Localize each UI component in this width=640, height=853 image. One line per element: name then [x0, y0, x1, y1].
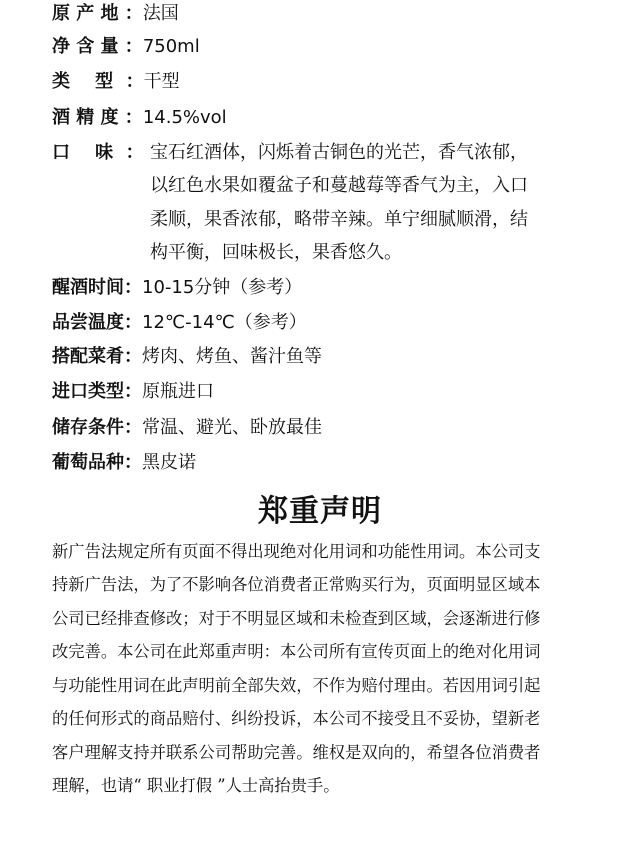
spec-label: 净 含 量 ： [52, 36, 143, 57]
notice-line: 客户理解支持并联系公司帮助完善。维权是双向的，希望各位消费者 [52, 743, 541, 762]
spec-row-volume [52, 33, 200, 61]
spec-value: 12℃-14℃（参考） [142, 312, 307, 333]
spec-value: 法国 [142, 3, 179, 24]
notice-line: 公司已经排查修改；对于不明显区域和未检查到区域，会逐渐进行修 [52, 609, 541, 628]
spec-label: 口 味 ： [52, 142, 144, 163]
spec-label: 类 型 ： [52, 71, 144, 92]
spec-row-decant-time [52, 274, 302, 302]
taste-line: 以红色水果如覆盆子和蔓越莓等香气为主，入口 [150, 175, 528, 196]
notice-line: 持新广告法，为了不影响各位消费者正常购买行为，页面明显区域本 [52, 575, 541, 594]
notice-title: 郑重声明 [258, 494, 382, 529]
spec-row-storage [52, 414, 322, 442]
spec-row-alcohol [52, 104, 227, 132]
spec-value: 黑皮诺 [142, 452, 196, 473]
spec-label: 醒酒时间： [52, 277, 142, 298]
spec-row-pairing [52, 343, 322, 371]
notice-line: 理解，也请“ 职业打假 ”人士高抬贵手。 [52, 776, 340, 795]
spec-row-type [52, 68, 180, 96]
spec-value: 750ml [142, 36, 200, 57]
notice-line: 新广告法规定所有页面不得出现绝对化用词和功能性用词。本公司支 [52, 542, 541, 561]
spec-value: 烤肉、烤鱼、酱汁鱼等 [142, 346, 322, 367]
spec-value: 原瓶进口 [142, 381, 214, 402]
taste-line: 柔顺，果香浓郁，略带辛辣。单宁细腻顺滑，结 [150, 209, 528, 230]
taste-line: 构平衡，回味极长，果香悠久。 [150, 242, 402, 263]
notice-line: 与功能性用词在此声明前全部失效，不作为赔付理由。若因用词引起 [52, 676, 541, 695]
spec-row-import-type [52, 378, 214, 406]
spec-label: 酒 精 度 ： [52, 107, 143, 128]
spec-row-origin [52, 0, 179, 28]
taste-line: 宝石红酒体，闪烁着古铜色的光芒，香气浓郁， [150, 142, 528, 163]
spec-row-serving-temp [52, 309, 307, 337]
notice-line: 改完善。本公司在此郑重声明：本公司所有宣传页面上的绝对化用词 [52, 642, 541, 661]
spec-row-taste [52, 139, 612, 269]
spec-label: 储存条件： [52, 417, 142, 438]
spec-value: 常温、避光、卧放最佳 [142, 417, 322, 438]
spec-value: 10-15分钟（参考） [142, 277, 303, 298]
spec-label: 进口类型： [52, 381, 142, 402]
notice-line: 的任何形式的商品赔付、纠纷投诉，本公司不接受且不妥协，望新老 [52, 709, 541, 728]
spec-label: 搭配菜肴： [52, 346, 142, 367]
spec-value: 干型 [143, 71, 180, 92]
spec-label: 品尝温度： [52, 312, 142, 333]
spec-row-grape [52, 449, 196, 477]
spec-label: 原 产 地 ： [52, 3, 143, 24]
spec-value: 14.5%vol [142, 107, 227, 128]
spec-label: 葡萄品种： [52, 452, 142, 473]
